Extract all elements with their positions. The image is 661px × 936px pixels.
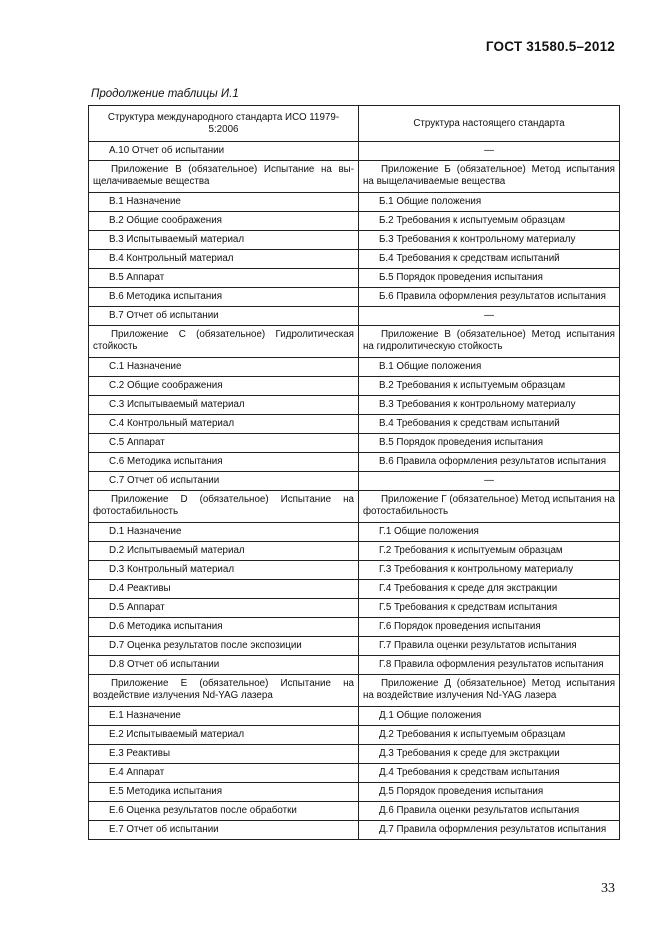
cell-text: Б.2 Требования к испытуемым образцам bbox=[379, 215, 565, 226]
cell-text: В.2 Требования к испытуемым образцам bbox=[379, 380, 566, 391]
cell-text: Б.5 Порядок проведения испытания bbox=[379, 272, 543, 283]
column-header-national: Структура настоящего стандарта bbox=[359, 106, 620, 142]
cell-text: Е.2 Испытываемый материал bbox=[109, 729, 245, 740]
cell-text: Д.6 Правила оценки результатов испытания bbox=[379, 805, 580, 816]
cell-text: Е.6 Оценка результатов после обработки bbox=[109, 805, 297, 816]
cell-text: Г.2 Требования к испытуемым образцам bbox=[379, 545, 563, 556]
cell-national bbox=[359, 212, 620, 231]
cell-international bbox=[89, 193, 359, 212]
cell-text: Б.1 Общие положения bbox=[379, 196, 482, 207]
cell-text: D.2 Испытываемый материал bbox=[109, 545, 245, 556]
cell-national: Приложение Б (обязательное) Метод испытания на выщелачиваемые вещества bbox=[359, 161, 620, 193]
cell-text: D.4 Реактивы bbox=[109, 583, 171, 594]
cell-international bbox=[89, 472, 359, 491]
cell-national bbox=[359, 358, 620, 377]
table-row bbox=[89, 326, 620, 358]
cell-text: В.1 Назначение bbox=[109, 196, 181, 207]
table-row bbox=[89, 637, 620, 656]
cell-text: А.10 Отчет об испытании bbox=[109, 145, 225, 156]
cell-text: Е.7 Отчет об испытании bbox=[109, 824, 219, 835]
table-row bbox=[89, 745, 620, 764]
cell-international bbox=[89, 434, 359, 453]
cell-national bbox=[359, 599, 620, 618]
cell-international: Приложение Е (обязательное) Испытание на воздействие излучения Nd-YAG лазера bbox=[89, 675, 359, 707]
cell-text: С.1 Назначение bbox=[109, 361, 182, 372]
cell-national bbox=[359, 783, 620, 802]
cell-national bbox=[359, 231, 620, 250]
cell-text: Д.2 Требования к испытуемым образцам bbox=[379, 729, 566, 740]
cell-national bbox=[359, 745, 620, 764]
cell-international bbox=[89, 656, 359, 675]
cell-text: В.4 Требования к средствам испытаний bbox=[379, 418, 560, 429]
cell-text: D.5 Аппарат bbox=[109, 602, 165, 613]
page-number: 33 bbox=[601, 881, 615, 896]
cell-international bbox=[89, 307, 359, 326]
cell-text: Г.6 Порядок проведения испытания bbox=[379, 621, 541, 632]
cell-international bbox=[89, 580, 359, 599]
cell-international bbox=[89, 523, 359, 542]
cell-text: Е.4 Аппарат bbox=[109, 767, 165, 778]
cell-text: В.3 Испытываемый материал bbox=[109, 234, 245, 245]
cell-international bbox=[89, 377, 359, 396]
table-row bbox=[89, 231, 620, 250]
cell-national bbox=[359, 764, 620, 783]
cell-text: Б.6 Правила оформления результатов испытания bbox=[379, 291, 606, 302]
cell-text: С.2 Общие соображения bbox=[109, 380, 223, 391]
cell-text: D.1 Назначение bbox=[109, 526, 182, 537]
cell-national bbox=[359, 802, 620, 821]
cell-national bbox=[359, 250, 620, 269]
cell-national: Приложение В (обязательное) Метод испытания на гидролитическую стойкость bbox=[359, 326, 620, 358]
cell-national bbox=[359, 561, 620, 580]
cell-international bbox=[89, 599, 359, 618]
cell-national bbox=[359, 377, 620, 396]
cell-text: Д.3 Требования к среде для экстракции bbox=[379, 748, 560, 759]
cell-text: В.6 Методика испытания bbox=[109, 291, 223, 302]
correspondence-table bbox=[88, 105, 620, 840]
cell-text: Г.4 Требования к среде для экстракции bbox=[379, 583, 558, 594]
cell-international bbox=[89, 745, 359, 764]
cell-international bbox=[89, 637, 359, 656]
cell-text: В.1 Общие положения bbox=[379, 361, 482, 372]
cell-international bbox=[89, 250, 359, 269]
cell-international bbox=[89, 231, 359, 250]
table-row bbox=[89, 707, 620, 726]
table-row bbox=[89, 142, 620, 161]
table-row bbox=[89, 821, 620, 840]
table-row bbox=[89, 307, 620, 326]
cell-international bbox=[89, 821, 359, 840]
cell-text: D.8 Отчет об испытании bbox=[109, 659, 220, 670]
cell-international bbox=[89, 142, 359, 161]
cell-international: Приложение В (обязательное) Испытание на вы-щелачиваемые вещества bbox=[89, 161, 359, 193]
cell-national: Приложение Г (обязательное) Метод испытания на фотостабильность bbox=[359, 491, 620, 523]
cell-national: — bbox=[359, 142, 620, 161]
cell-national bbox=[359, 726, 620, 745]
table-row bbox=[89, 415, 620, 434]
cell-international bbox=[89, 269, 359, 288]
table-row bbox=[89, 764, 620, 783]
cell-national bbox=[359, 637, 620, 656]
cell-international bbox=[89, 358, 359, 377]
cell-text: Г.8 Правила оформления результатов испытания bbox=[379, 659, 604, 670]
table-row bbox=[89, 288, 620, 307]
table-row bbox=[89, 269, 620, 288]
cell-text: Б.3 Требования к контрольному материалу bbox=[379, 234, 576, 245]
table-row bbox=[89, 618, 620, 637]
cell-text: В.7 Отчет об испытании bbox=[109, 310, 219, 321]
table-row bbox=[89, 580, 620, 599]
cell-text: Г.7 Правила оценки результатов испытания bbox=[379, 640, 577, 651]
cell-text: D.6 Методика испытания bbox=[109, 621, 223, 632]
cell-text: Б.4 Требования к средствам испытаний bbox=[379, 253, 560, 264]
cell-national: — bbox=[359, 307, 620, 326]
table-row bbox=[89, 599, 620, 618]
table-row bbox=[89, 193, 620, 212]
cell-text: D.3 Контрольный материал bbox=[109, 564, 235, 575]
cell-text: В.2 Общие соображения bbox=[109, 215, 222, 226]
cell-text: Г.1 Общие положения bbox=[379, 526, 479, 537]
cell-text: Г.3 Требования к контрольному материалу bbox=[379, 564, 574, 575]
table-header-row bbox=[89, 106, 620, 142]
cell-text: В.6 Правила оформления результатов испытания bbox=[379, 456, 607, 467]
table-row bbox=[89, 675, 620, 707]
cell-national bbox=[359, 707, 620, 726]
table-row bbox=[89, 453, 620, 472]
table-row bbox=[89, 491, 620, 523]
cell-national bbox=[359, 656, 620, 675]
cell-international bbox=[89, 764, 359, 783]
table-row bbox=[89, 358, 620, 377]
cell-international bbox=[89, 783, 359, 802]
cell-text: С.6 Методика испытания bbox=[109, 456, 223, 467]
cell-national bbox=[359, 269, 620, 288]
table-row bbox=[89, 396, 620, 415]
cell-text: С.5 Аппарат bbox=[109, 437, 165, 448]
table-row bbox=[89, 561, 620, 580]
cell-text: Е.1 Назначение bbox=[109, 710, 181, 721]
table-row bbox=[89, 472, 620, 491]
cell-text: В.3 Требования к контрольному материалу bbox=[379, 399, 576, 410]
cell-international bbox=[89, 453, 359, 472]
cell-national bbox=[359, 396, 620, 415]
cell-text: С.3 Испытываемый материал bbox=[109, 399, 245, 410]
table-caption: Продолжение таблицы И.1 bbox=[91, 88, 239, 100]
cell-national bbox=[359, 580, 620, 599]
table-row bbox=[89, 377, 620, 396]
table-row bbox=[89, 212, 620, 231]
cell-national bbox=[359, 618, 620, 637]
cell-national bbox=[359, 523, 620, 542]
cell-national bbox=[359, 453, 620, 472]
cell-text: Д.7 Правила оформления результатов испытания bbox=[379, 824, 607, 835]
cell-text: В.5 Аппарат bbox=[109, 272, 165, 283]
cell-international: Приложение С (обязательное) Гидролитическая стойкость bbox=[89, 326, 359, 358]
cell-national bbox=[359, 193, 620, 212]
table-row bbox=[89, 161, 620, 193]
column-header-international: Структура международного стандарта ИСО 11979-5:2006 bbox=[89, 106, 359, 142]
table-row bbox=[89, 656, 620, 675]
cell-international bbox=[89, 542, 359, 561]
cell-text: Д.4 Требования к средствам испытания bbox=[379, 767, 560, 778]
cell-text: Е.5 Методика испытания bbox=[109, 786, 223, 797]
cell-international bbox=[89, 396, 359, 415]
cell-international bbox=[89, 415, 359, 434]
table-row bbox=[89, 250, 620, 269]
cell-national: — bbox=[359, 472, 620, 491]
cell-text: С.4 Контрольный материал bbox=[109, 418, 235, 429]
cell-international bbox=[89, 618, 359, 637]
cell-text: Д.1 Общие положения bbox=[379, 710, 482, 721]
cell-national bbox=[359, 821, 620, 840]
cell-text: В.5 Порядок проведения испытания bbox=[379, 437, 544, 448]
cell-text: D.7 Оценка результатов после экспозиции bbox=[109, 640, 302, 651]
standard-header: ГОСТ 31580.5–2012 bbox=[485, 39, 615, 54]
cell-national bbox=[359, 434, 620, 453]
cell-international bbox=[89, 802, 359, 821]
table-row bbox=[89, 523, 620, 542]
table-row bbox=[89, 802, 620, 821]
cell-international bbox=[89, 288, 359, 307]
cell-text: Д.5 Порядок проведения испытания bbox=[379, 786, 544, 797]
cell-text: Е.3 Реактивы bbox=[109, 748, 171, 759]
cell-text: В.4 Контрольный материал bbox=[109, 253, 234, 264]
table-row bbox=[89, 542, 620, 561]
cell-international bbox=[89, 707, 359, 726]
cell-international bbox=[89, 726, 359, 745]
cell-international bbox=[89, 212, 359, 231]
cell-text: Г.5 Требования к средствам испытания bbox=[379, 602, 558, 613]
cell-international: Приложение D (обязательное) Испытание на фотостабильность bbox=[89, 491, 359, 523]
cell-national bbox=[359, 288, 620, 307]
table-row bbox=[89, 783, 620, 802]
cell-international bbox=[89, 561, 359, 580]
cell-national bbox=[359, 542, 620, 561]
table-row bbox=[89, 434, 620, 453]
cell-national bbox=[359, 415, 620, 434]
cell-text: С.7 Отчет об испытании bbox=[109, 475, 220, 486]
cell-national: Приложение Д (обязательное) Метод испытания на воздействие излучения Nd-YAG лазера bbox=[359, 675, 620, 707]
table-row bbox=[89, 726, 620, 745]
